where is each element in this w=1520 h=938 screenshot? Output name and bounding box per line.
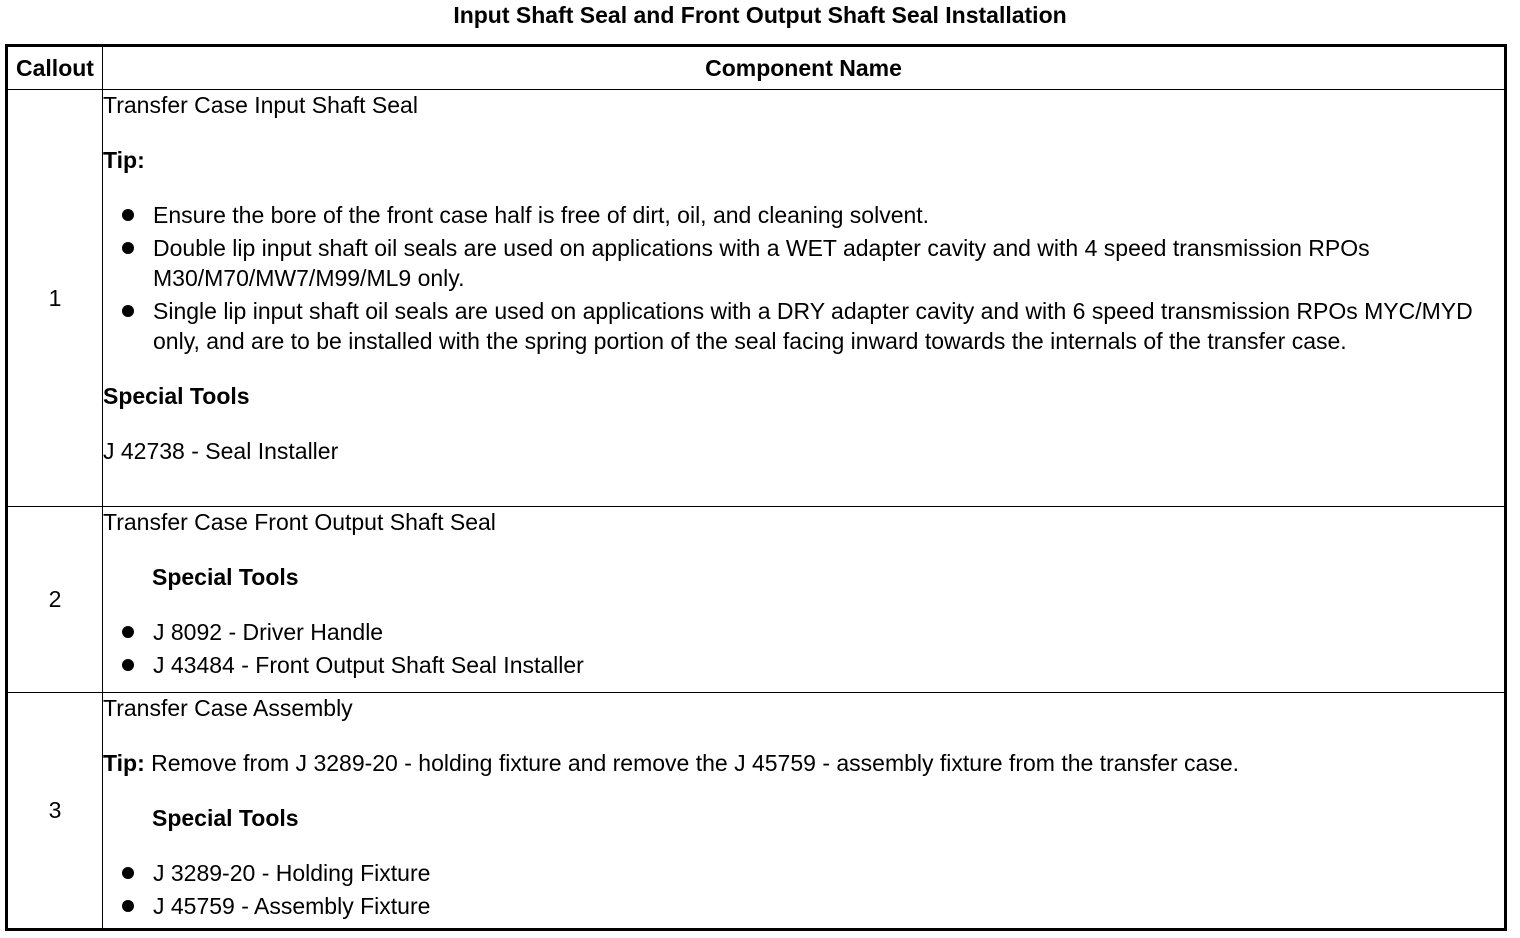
special-tools-label: Special Tools	[152, 564, 299, 590]
tip-text: Ensure the bore of the front case half is free of dirt, oil, and cleaning solvent.	[153, 202, 930, 228]
tool-list	[103, 617, 1504, 680]
table-row	[7, 90, 1506, 507]
tip-label: Tip:	[103, 750, 145, 776]
table-header-row	[7, 46, 1506, 90]
tool-text: J 3289-20 - Holding Fixture	[153, 860, 431, 886]
component-name: Transfer Case Assembly	[103, 695, 353, 721]
bullet-icon	[122, 209, 134, 221]
tool-text: J 43484 - Front Output Shaft Seal Installer	[153, 652, 584, 678]
bullet-icon	[122, 242, 134, 254]
header-component-name: Component Name	[103, 46, 1506, 90]
bullet-icon	[122, 900, 134, 912]
bullet-icon	[122, 305, 134, 317]
bullet-icon	[122, 626, 134, 638]
component-table	[5, 44, 1507, 931]
callout-number: 1	[7, 90, 103, 507]
tip-text: Double lip input shaft oil seals are used on applications with a WET adapter cavity and with 4 speed transmission RPOs M30/M70/MW7/M99/ML9 only.	[153, 235, 1370, 291]
component-cell	[103, 507, 1506, 693]
component-name: Transfer Case Front Output Shaft Seal	[103, 509, 496, 535]
list-item	[103, 617, 1504, 647]
tip-text: Single lip input shaft oil seals are used on applications with a DRY adapter cavity and with 6 speed transmission RPOs MYC/MYD only, and are to be installed with the spring portion of the seal facing inward towards the internals of the transfer case.	[153, 298, 1473, 354]
list-item	[103, 891, 1504, 921]
page-title: Input Shaft Seal and Front Output Shaft Seal Installation	[453, 2, 1067, 28]
list-item	[103, 200, 1504, 230]
special-tool: J 42738 - Seal Installer	[103, 438, 339, 464]
component-cell	[103, 693, 1506, 930]
header-callout: Callout	[7, 46, 103, 90]
tool-list	[103, 858, 1504, 921]
list-item	[103, 650, 1504, 680]
callout-number: 3	[7, 693, 103, 930]
tip-list	[103, 200, 1504, 356]
table-row	[7, 693, 1506, 930]
special-tools-label: Special Tools	[103, 383, 250, 409]
tip-text: Remove from J 3289-20 - holding fixture and remove the J 45759 - assembly fixture from the transfer case.	[151, 750, 1240, 776]
component-cell	[103, 90, 1506, 507]
table-row	[7, 507, 1506, 693]
tool-text: J 8092 - Driver Handle	[153, 619, 384, 645]
bullet-icon	[122, 659, 134, 671]
list-item	[103, 858, 1504, 888]
special-tools-label: Special Tools	[152, 805, 299, 831]
list-item	[103, 296, 1504, 356]
tool-text: J 45759 - Assembly Fixture	[153, 893, 431, 919]
callout-number: 2	[7, 507, 103, 693]
component-name: Transfer Case Input Shaft Seal	[103, 92, 418, 118]
bullet-icon	[122, 867, 134, 879]
list-item	[103, 233, 1504, 293]
tip-label: Tip:	[103, 147, 145, 173]
tip-paragraph	[103, 748, 1504, 778]
